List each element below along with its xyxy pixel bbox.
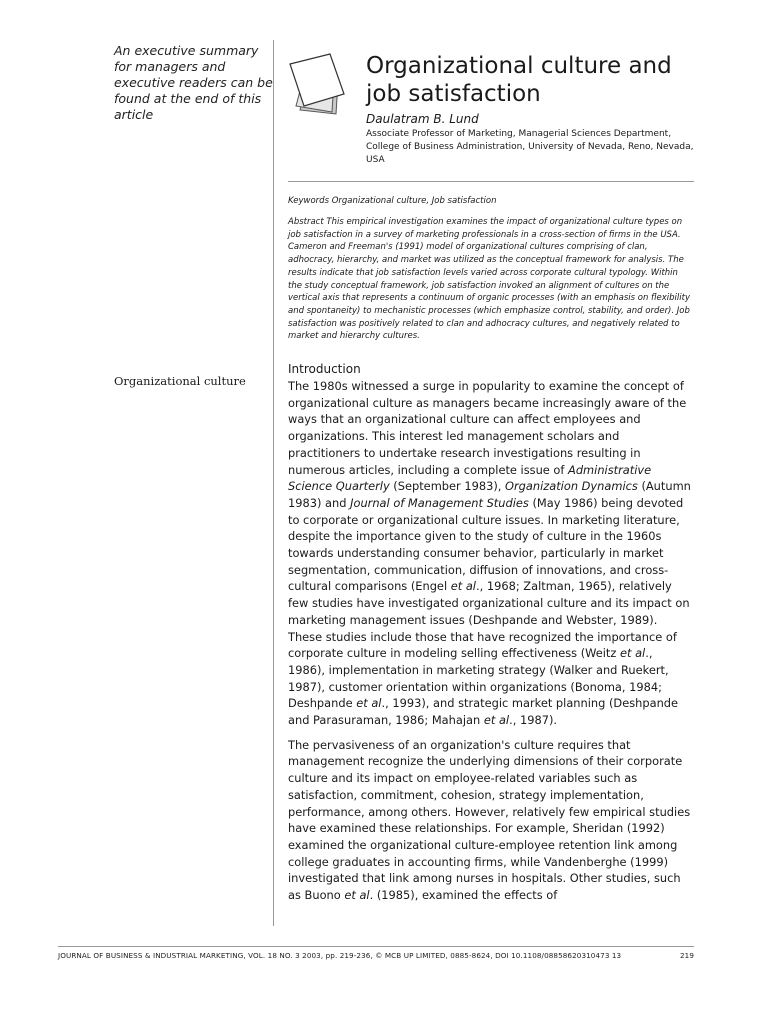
keywords: Keywords Organizational culture, Job satisfaction	[288, 196, 497, 206]
page-number: 219	[679, 951, 694, 960]
journal-logo-icon	[286, 50, 358, 122]
footer-citation: JOURNAL OF BUSINESS & INDUSTRIAL MARKETING, VOL. 18 NO. 3 2003, pp. 219-236, © MCB UP LIMITED, 0885-8624, DOI 10.1108/08858620310473 13	[58, 951, 622, 960]
article-body	[288, 361, 693, 912]
body-paragraph-2: The pervasiveness of an organization's culture requires that management recognize the underlying dimensions of their corporate culture and its impact on employee-related variables such as satisfaction, commitment, cohesion, strategy implementation, performance, among others. However, relatively few empirical studies have examined these relationships. For example, Sheridan (1992) examined the organizational culture-employee retention link among college graduates in accounting firms, while Vandenberghe (1999) investigated that link among nurses in hospitals. Other studies, such as Buono et al. (1985), examined the effects of	[288, 737, 691, 903]
author-affiliation: Associate Professor of Marketing, Managerial Sciences Department, College of Business Administration, University of Nevada, Reno, Nevada, USA	[366, 129, 694, 165]
section-heading-introduction: Introduction	[288, 362, 361, 376]
column-divider	[273, 40, 274, 926]
article-title: Organizational culture and job satisfaction	[366, 53, 672, 107]
header-divider	[288, 181, 694, 182]
author-name: Daulatram B. Lund	[366, 112, 479, 126]
footer-divider	[58, 946, 694, 947]
body-paragraph-1: The 1980s witnessed a surge in popularity to examine the concept of organizational culture as managers became increasingly aware of the ways that an organizational culture can affect employees and organizations. This interest led management scholars and practitioners to undertake research investigations resulting in numerous articles, including a complete issue of Administrative Science Quarterly (September 1983), Organization Dynamics (Autumn 1983) and Journal of Management Studies (May 1986) being devoted to corporate or organizational culture issues. In marketing literature, despite the importance given to the study of culture in the 1960s towards understanding consumer behavior, particularly in market segmentation, communication, diffusion of innovations, and cross-cultural comparisons (Engel et al., 1968; Zaltman, 1965), relatively few studies have investigated organizational culture and its impact on marketing management issues (Deshpande and Webster, 1989). These studies include those that have recognized the importance of corporate culture in modeling selling effectiveness (Weitz et al., 1986), implementation in marketing strategy (Walker and Ruekert, 1987), customer orientation within organizations (Bonoma, 1984; Deshpande et al., 1993), and strategic market planning (Deshpande and Parasuraman, 1986; Mahajan et al., 1987).	[288, 379, 691, 728]
page-footer	[58, 951, 694, 960]
executive-summary-note: An executive summary for managers and executive readers can be found at the end of this article	[114, 43, 273, 122]
abstract: Abstract This empirical investigation examines the impact of organizational culture types on job satisfaction in a survey of marketing professionals in a cross-section of firms in the USA. Cameron and Freeman's (1991) model of organizational cultures comprising of clan, adhocracy, hierarchy, and market was utilized as the conceptual framework for analysis. The results indicate that job satisfaction levels varied across corporate cultural typology. Within the study conceptual framework, job satisfaction invoked an alignment of cultures on the vertical axis that represents a continuum of organic processes (with an emphasis on flexibility and spontaneity) to mechanistic processes (which emphasize control, stability, and order). Job satisfaction was positively related to clan and adhocracy cultures, and negatively related to market and hierarchy cultures.	[288, 217, 690, 342]
margin-heading: Organizational culture	[114, 374, 246, 388]
